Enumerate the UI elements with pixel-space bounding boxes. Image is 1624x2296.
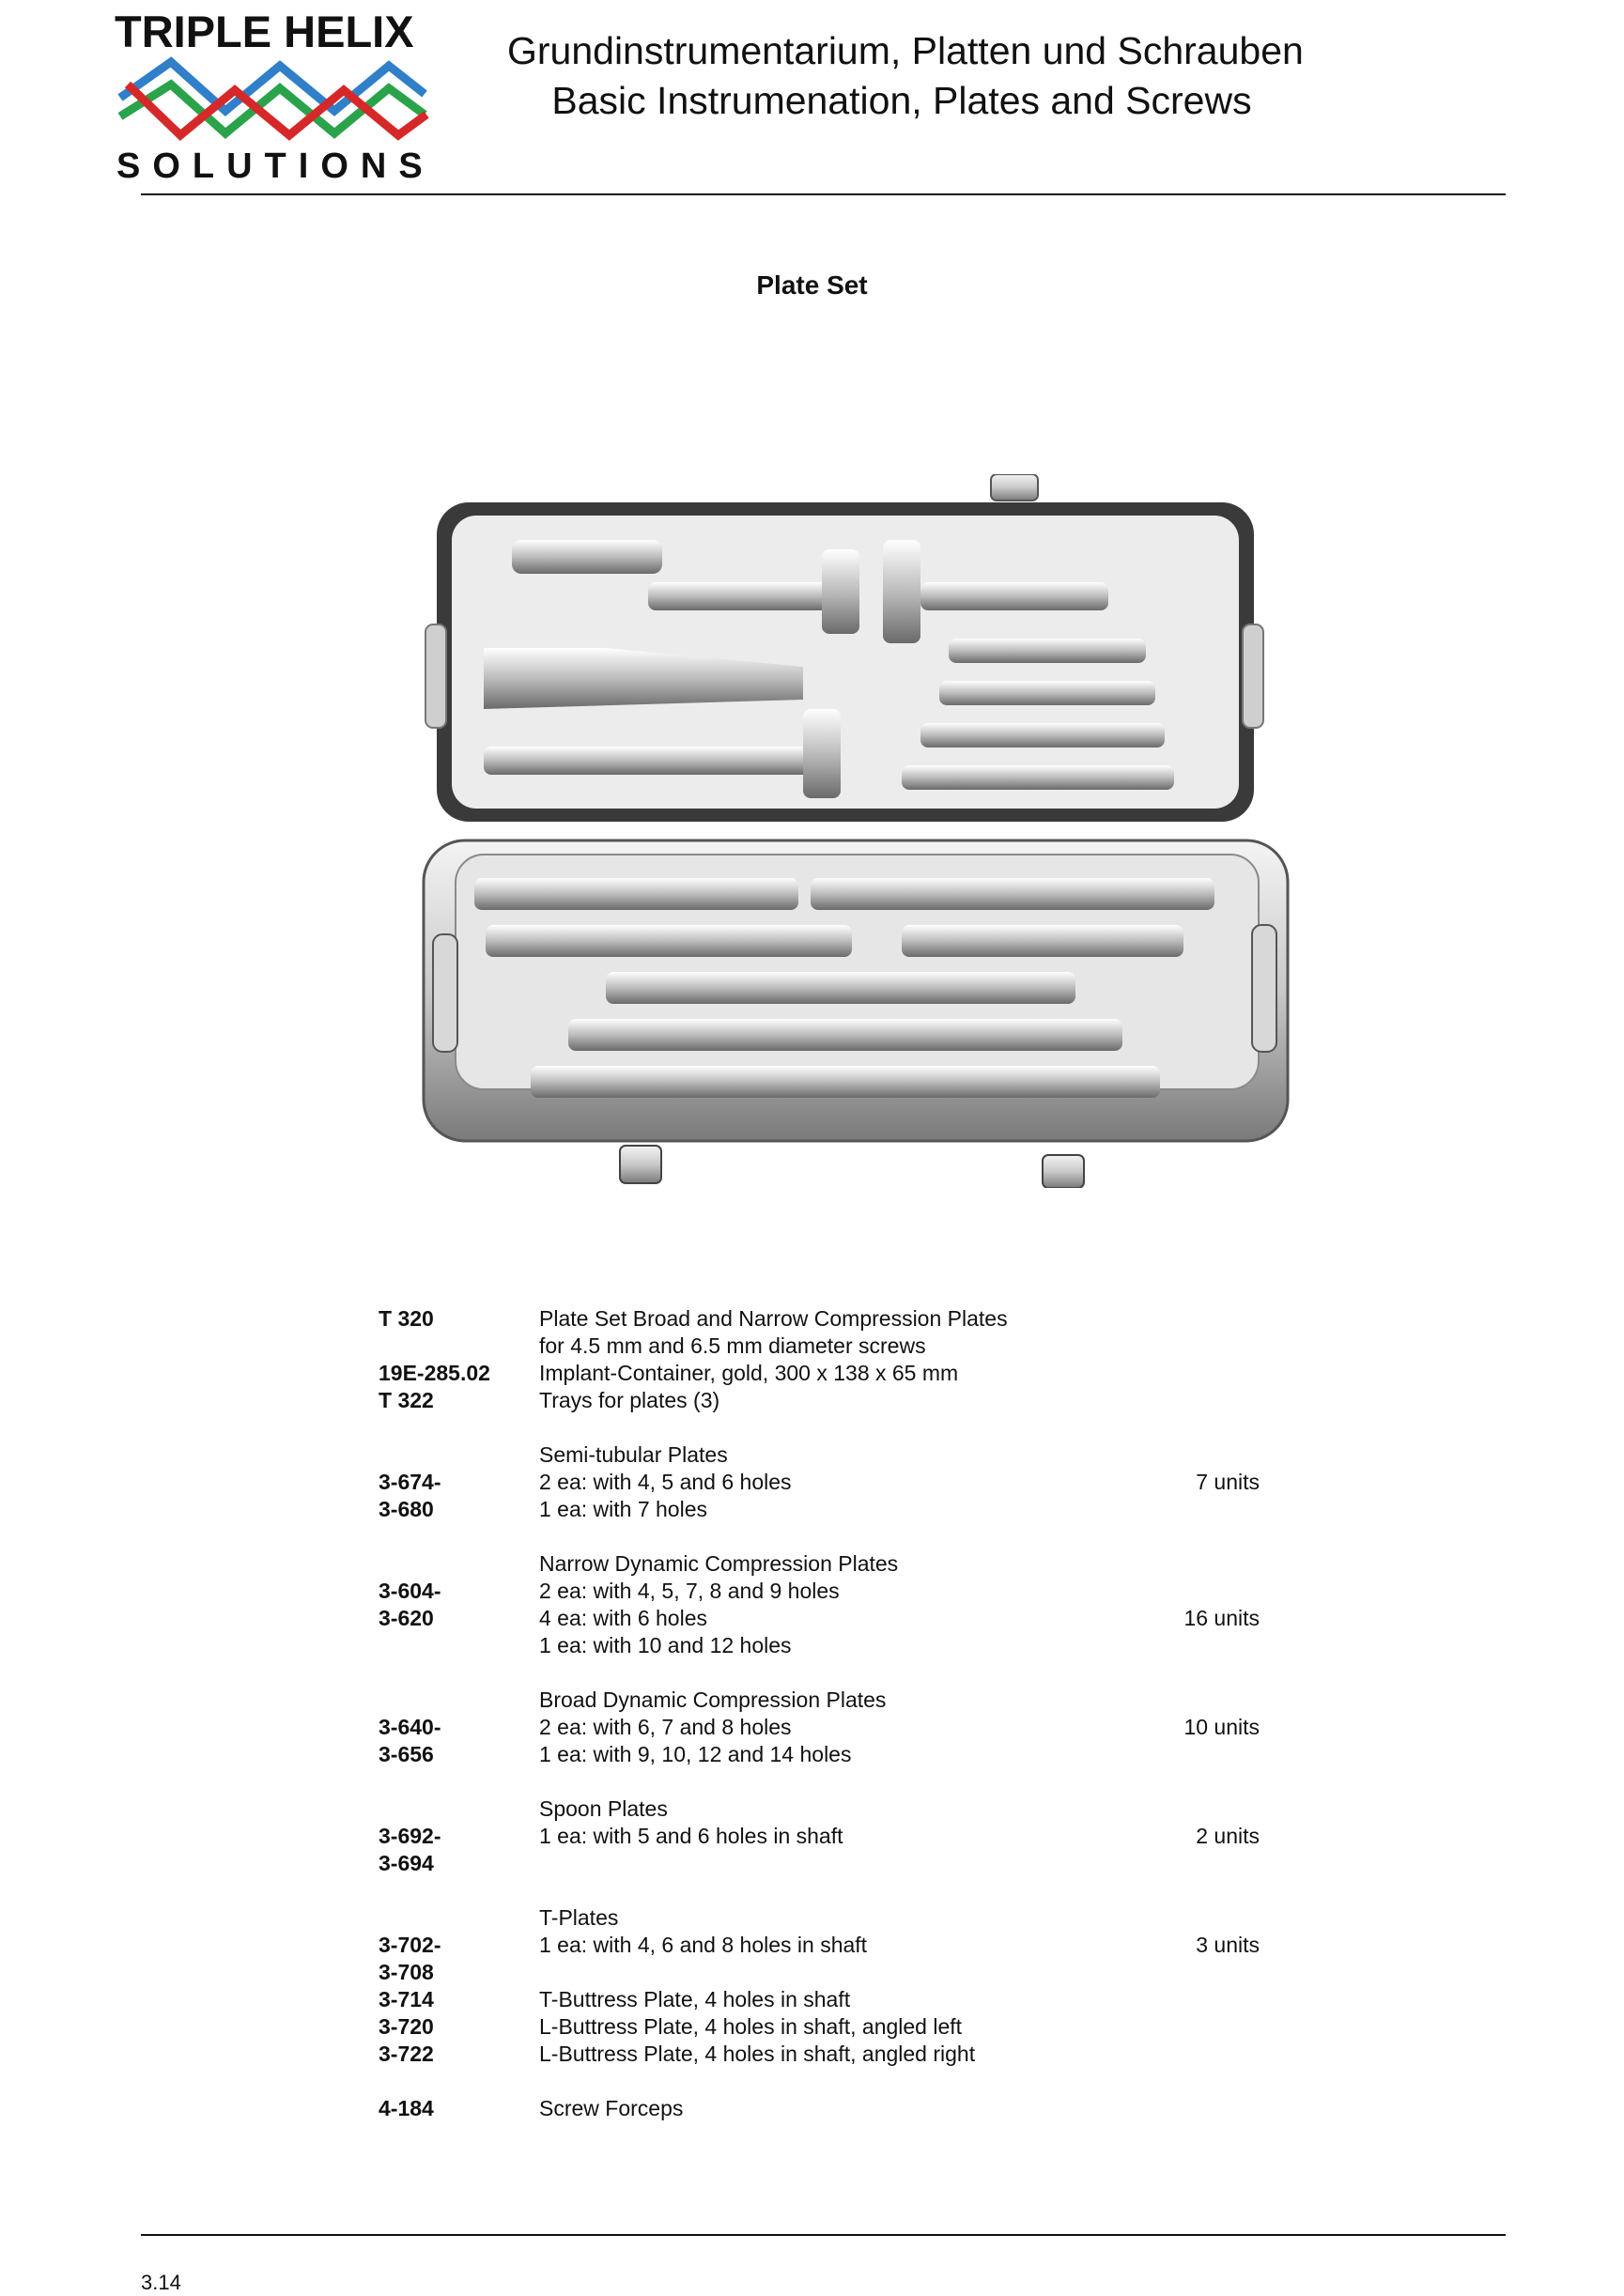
list-item	[0, 1795, 1624, 1823]
item-description: Spoon Plates	[539, 1796, 668, 1821]
header-title-german: Grundinstrumentarium, Platten und Schrauben	[507, 29, 1304, 72]
item-code: 3-692-	[379, 1824, 441, 1848]
item-description: 1 ea: with 10 and 12 holes	[539, 1633, 792, 1657]
list-item	[0, 1305, 1624, 1333]
item-description: L-Buttress Plate, 4 holes in shaft, angled left	[539, 2014, 963, 2039]
item-code: 3-720	[379, 2014, 434, 2039]
item-description: 2 ea: with 4, 5 and 6 holes	[539, 1470, 792, 1494]
item-description: 2 ea: with 6, 7 and 8 holes	[539, 1715, 792, 1739]
item-code: 3-722	[379, 2042, 434, 2066]
item-description: 4 ea: with 6 holes	[539, 1606, 708, 1630]
item-description: Implant-Container, gold, 300 x 138 x 65 mm	[539, 1361, 959, 1385]
item-code: 4-184	[379, 2096, 434, 2120]
plate-set-container-photo	[418, 474, 1291, 1188]
item-description: Narrow Dynamic Compression Plates	[539, 1551, 899, 1576]
item-code: 19E-285.02	[379, 1361, 490, 1385]
item-code: 3-604-	[379, 1579, 441, 1603]
list-item	[0, 1850, 1624, 1877]
item-units: 2 units	[1196, 1824, 1260, 1848]
list-item	[0, 1441, 1624, 1469]
item-code: 3-640-	[379, 1715, 441, 1739]
section-title: Plate Set	[756, 270, 868, 300]
list-item	[0, 1904, 1624, 1932]
header-divider	[141, 193, 1506, 195]
list-item	[0, 1469, 1624, 1496]
helix-wave-icon	[115, 56, 434, 146]
item-description: 1 ea: with 7 holes	[539, 1497, 708, 1521]
logo-wordmark-bottom: SOLUTIONS	[116, 146, 435, 186]
item-description: Plate Set Broad and Narrow Compression Plates	[539, 1306, 1008, 1331]
item-description: Screw Forceps	[539, 2096, 684, 2120]
list-item	[0, 1823, 1624, 1850]
item-code: 3-694	[379, 1851, 434, 1875]
item-description: 1 ea: with 4, 6 and 8 holes in shaft	[539, 1933, 868, 1957]
item-description: L-Buttress Plate, 4 holes in shaft, angled right	[539, 2042, 976, 2066]
item-description: Semi-tubular Plates	[539, 1442, 728, 1467]
item-units: 3 units	[1196, 1933, 1260, 1957]
item-units: 16 units	[1183, 1606, 1260, 1630]
item-description: Broad Dynamic Compression Plates	[539, 1687, 887, 1712]
item-code: 3-674-	[379, 1470, 441, 1494]
list-item	[0, 1496, 1624, 1523]
item-description: 1 ea: with 5 and 6 holes in shaft	[539, 1824, 843, 1848]
item-code: T 320	[379, 1306, 434, 1331]
list-item	[0, 1605, 1624, 1632]
list-item	[0, 1986, 1624, 2013]
item-code: 3-702-	[379, 1933, 441, 1957]
list-item	[0, 1333, 1624, 1360]
list-item	[0, 1741, 1624, 1768]
item-description: for 4.5 mm and 6.5 mm diameter screws	[539, 1333, 926, 1358]
item-code: 3-714	[379, 1987, 434, 2011]
item-code: 3-656	[379, 1742, 434, 1766]
company-logo	[115, 6, 443, 193]
list-item	[0, 1632, 1624, 1659]
list-item	[0, 1550, 1624, 1578]
item-code: 3-620	[379, 1606, 434, 1630]
list-item	[0, 1714, 1624, 1741]
item-description: 2 ea: with 4, 5, 7, 8 and 9 holes	[539, 1579, 840, 1603]
list-item	[0, 1578, 1624, 1605]
item-description: 1 ea: with 9, 10, 12 and 14 holes	[539, 1742, 852, 1766]
header-title-english: Basic Instrumenation, Plates and Screws	[551, 79, 1252, 122]
footer-divider	[141, 2234, 1506, 2236]
item-units: 10 units	[1183, 1715, 1260, 1739]
list-item	[0, 1687, 1624, 1714]
item-description: Trays for plates (3)	[539, 1388, 720, 1412]
item-code: 3-680	[379, 1497, 434, 1521]
list-item	[0, 1360, 1624, 1387]
page-number: 3.14	[141, 2271, 181, 2294]
item-units: 7 units	[1196, 1470, 1260, 1494]
item-code: 3-708	[379, 1960, 434, 1984]
item-code: T 322	[379, 1388, 434, 1412]
logo-wordmark-top: TRIPLE HELIX	[115, 7, 414, 56]
list-item	[0, 2041, 1624, 2068]
item-description: T-Plates	[539, 1905, 619, 1930]
list-item	[0, 2013, 1624, 2041]
page-header	[507, 26, 1304, 126]
item-description: T-Buttress Plate, 4 holes in shaft	[539, 1987, 851, 2011]
list-item	[0, 1387, 1624, 1414]
list-item	[0, 1959, 1624, 1986]
list-item	[0, 1932, 1624, 1959]
list-item	[0, 2095, 1624, 2122]
